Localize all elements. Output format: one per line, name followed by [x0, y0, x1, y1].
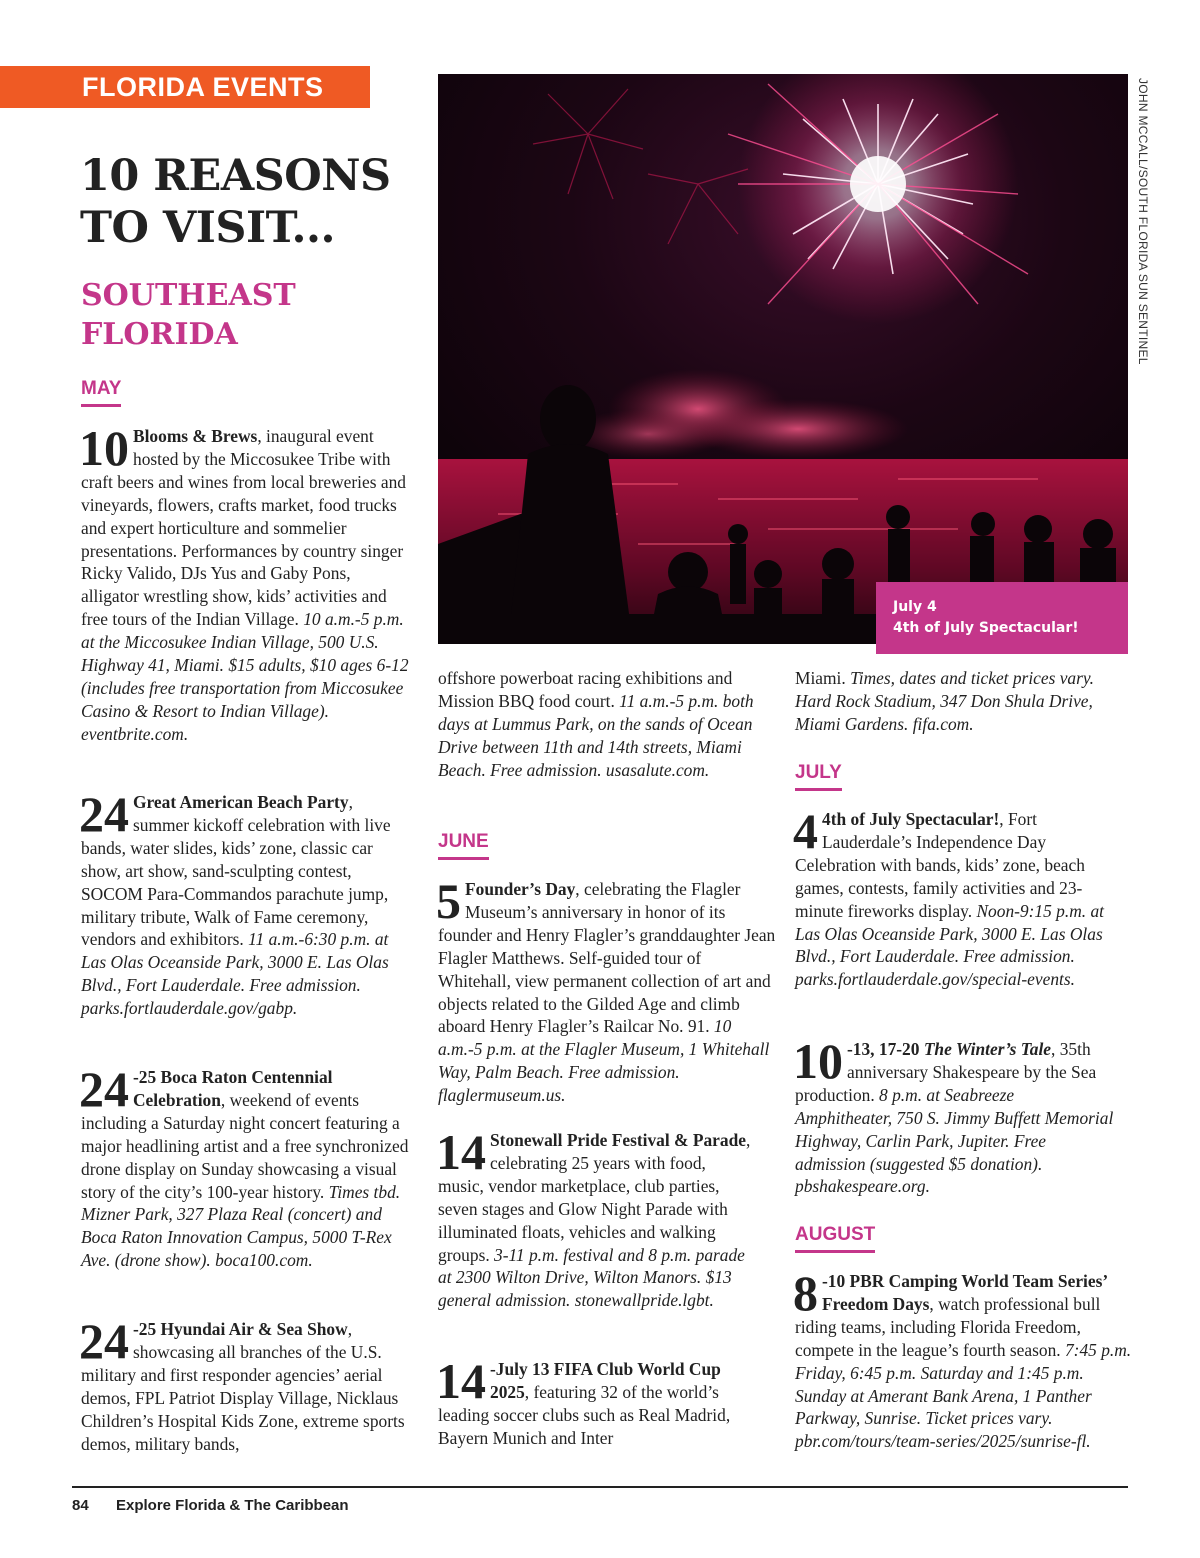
event-details: Times tbd. Mizner Park, 327 Plaza Real (concert) and Boca Raton Innovation Campus, 5000 T-Rex Ave. (drone show). boca100.com. [81, 1181, 401, 1271]
event-day-number: 8 [793, 1265, 818, 1321]
month-august: AUGUST [795, 1224, 875, 1253]
event-details: 10 a.m.-5 p.m. at the Miccosukee Indian Village, 500 U.S. Highway 41, Miami. $15 adults, $10 ages 6-12 (includes free transportation from Miccosukee Casino & Resort to Indian Village). eventbrite.com. [81, 609, 409, 744]
event-stonewall-pride [436, 1124, 756, 1312]
event-details: 10 a.m.-5 p.m. at the Flagler Museum, 1 Whitehall Way, Palm Beach. Free admission. flaglermuseum.us. [438, 1016, 770, 1106]
event-details: 3-11 p.m. festival and 8 p.m. parade at 2300 Wilton Drive, Wilton Manors. $13 general admission. stonewallpride.lgbt. [438, 1244, 745, 1311]
event-day-number: 24 [79, 1061, 129, 1117]
event-description: , showcasing all branches of the U.S. military and first responder agencies’ aerial demos, FPL Patriot Display Village, Nicklaus Children’s Hospital Kids Zone, extreme sports demos, military bands, [81, 1319, 405, 1454]
event-title: -July 13 FIFA Club World Cup 2025 [490, 1359, 721, 1402]
event-fifa-club-world-cup [436, 1353, 748, 1450]
footer-rule [72, 1486, 1128, 1488]
event-description: , inaugural event hosted by the Miccosukee Tribe with craft beers and wines from local breweries and vineyards, flowers, crafts market, food trucks and expert horticulture and sommelier presentations. Performances by country singer Ricky Valido, DJs Yus and Gaby Pons, alligator wrestling show, kids’ activities and free tours of the Indian Village. [81, 426, 406, 630]
event-day-number: 14 [436, 1124, 486, 1180]
event-details: 11 a.m.-6:30 p.m. at Las Olas Oceanside Park, 3000 E. Las Olas Blvd., Fort Lauderdale. Free admission. parks.fortlauderdale.gov/gabp. [81, 929, 389, 1019]
caption-title: 4th of July Spectacular! [893, 620, 1079, 636]
event-boca-raton-centennial [79, 1061, 411, 1272]
event-title-prefix: -13, 17-20 [847, 1039, 924, 1059]
fireworks-photo [438, 74, 1128, 644]
event-description: , summer kickoff celebration with live bands, water slides, kids’ zone, classic car show, art show, sand-sculpting contest, SOCOM Para-Commandos parachute jump, military tribute, Walk of Fame ceremony, vendors and exhibitors. [81, 792, 391, 950]
event-day-number: 24 [79, 786, 129, 842]
event-air-sea-show-continued [438, 667, 778, 782]
event-fifa-continued [795, 667, 1125, 736]
event-description: offshore powerboat racing exhibitions and Mission BBQ food court. [438, 668, 733, 711]
event-winters-tale [793, 1033, 1115, 1198]
event-description: , 35th anniversary Shakespeare by the Sea production. [795, 1039, 1097, 1105]
event-4th-of-july-spectacular [793, 803, 1125, 991]
photo-credit: JOHN MCCALL/SOUTH FLORIDA SUN SENTINEL [1136, 78, 1150, 365]
month-june: JUNE [438, 831, 489, 860]
event-great-american-beach-party [79, 786, 411, 1020]
event-details: 11 a.m.-5 p.m. both days at Lummus Park, on the sands of Ocean Drive between 11th and 14th streets, Miami Beach. Free admission. usasalute.com. [438, 690, 754, 780]
event-title: Blooms & Brews [133, 426, 258, 446]
event-pbr-freedom-days [793, 1265, 1135, 1453]
event-day-number: 14 [436, 1353, 486, 1409]
photo-caption [876, 582, 1128, 654]
event-day-number: 4 [793, 803, 818, 859]
fireworks-illustration [438, 74, 1128, 644]
event-day-number: 10 [79, 420, 129, 476]
page-number: 84 [72, 1497, 89, 1514]
event-title: 4th of July Spectacular! [822, 809, 1000, 829]
headline: 10 REASONS TO VISIT... [80, 151, 391, 253]
magazine-name: Explore Florida & The Caribbean [116, 1497, 349, 1514]
caption-date: July 4 [893, 599, 937, 615]
event-day-number: 24 [79, 1313, 129, 1369]
event-day-number: 5 [436, 873, 461, 929]
event-details: Noon-9:15 p.m. at Las Olas Oceanside Park, 3000 E. Las Olas Blvd., Fort Lauderdale. Free admission. parks.fortlauderdale.gov/special-events. [795, 900, 1104, 990]
event-description: , celebrating the Flagler Museum’s anniversary in honor of its founder and Henry Flagler’s granddaughter Jean Flagler Matthews. Self-guided tour of Whitehall, view permanent collection of art and objects related to the Gilded Age and climb aboard Henry Flagler’s Railcar No. 91. [438, 879, 776, 1037]
event-air-sea-show [79, 1313, 411, 1455]
event-description: , weekend of events including a Saturday night concert featuring a major headlining artist and a free synchronized drone display on Sunday showcasing a visual story of the city’s 100-year history. [81, 1089, 409, 1202]
month-july: JULY [795, 762, 842, 791]
event-description: , celebrating 25 years with food, music, vendor marketplace, club parties, seven stages and Glow Night Parade with illuminated floats, vehicles and walking groups. [438, 1130, 751, 1265]
event-founders-day [436, 873, 778, 1107]
section-tag: FLORIDA EVENTS [0, 66, 370, 108]
event-title: -10 PBR Camping World Team Series’ Freedom Days [822, 1271, 1107, 1314]
region-heading: SOUTHEAST FLORIDA [81, 278, 296, 352]
event-title: Great American Beach Party [133, 792, 349, 812]
event-title: -25 Boca Raton Centennial Celebration [133, 1067, 333, 1110]
event-details: Times, dates and ticket prices vary. Hard Rock Stadium, 347 Don Shula Drive, Miami Gardens. fifa.com. [795, 668, 1094, 734]
event-description: Miami. [795, 668, 851, 688]
event-title: Stonewall Pride Festival & Parade [490, 1130, 746, 1150]
event-description: , featuring 32 of the world’s leading soccer clubs such as Real Madrid, Bayern Munich and Inter [438, 1381, 731, 1448]
event-description: , watch professional bull riding teams, including Florida Freedom, compete in the league’s fourth season. [795, 1293, 1101, 1360]
month-may: MAY [81, 378, 121, 407]
event-description: , Fort Lauderdale’s Independence Day Celebration with bands, kids’ zone, beach games, contests, family activities and 23-minute fireworks display. [795, 809, 1085, 921]
event-details: 8 p.m. at Seabreeze Amphitheater, 750 S. Jimmy Buffett Memorial Highway, Carlin Park, Jupiter. Free admission (suggested $5 donation). pbshakespeare.org. [795, 1084, 1114, 1197]
event-details: 7:45 p.m. Friday, 6:45 p.m. Saturday and 1:45 p.m. Sunday at Amerant Bank Arena, 1 Panther Parkway, Sunrise. Ticket prices vary. pbr.com/tours/team-series/2025/sunrise-fl. [795, 1339, 1132, 1452]
event-title: Founder’s Day [465, 879, 576, 899]
event-blooms-brews [79, 420, 411, 746]
event-title: -25 Hyundai Air & Sea Show [133, 1319, 348, 1339]
event-day-number: 10 [793, 1033, 843, 1089]
event-title: The Winter’s Tale [923, 1039, 1052, 1059]
